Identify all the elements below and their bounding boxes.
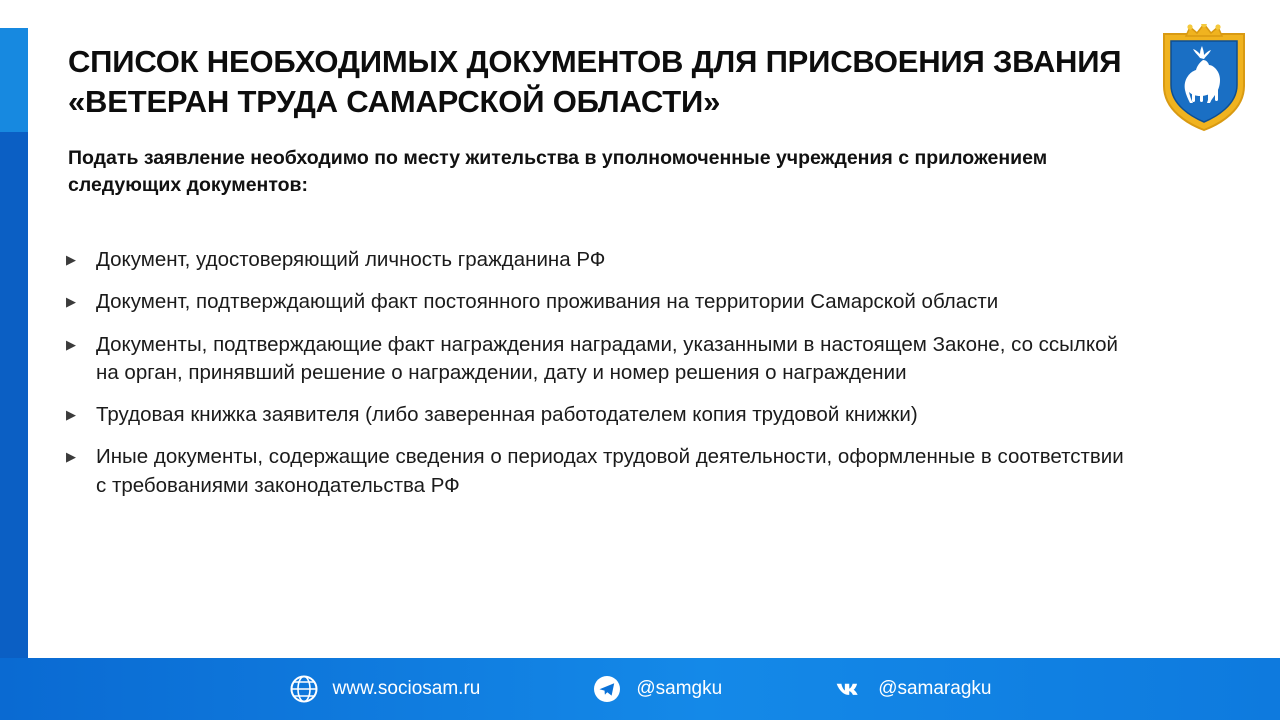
footer-telegram-label: @samgku	[636, 678, 723, 699]
page-title: СПИСОК НЕОБХОДИМЫХ ДОКУМЕНТОВ ДЛЯ ПРИСВОЕНИЯ ЗВАНИЯ «ВЕТЕРАН ТРУДА САМАРСКОЙ ОБЛАСТИ»	[68, 44, 1122, 119]
footer-website-label: www.sociosam.ru	[332, 678, 481, 699]
list-item-text: Документ, подтверждающий факт постоянного проживания на территории Самарской области	[96, 290, 999, 314]
footer-website[interactable]	[289, 674, 481, 704]
footer-bar	[0, 658, 1280, 720]
page-subtitle: Подать заявление необходимо по месту жительства в уполномоченные учреждения с приложением следующих документов:	[68, 147, 1048, 196]
list-item-text: Документ, удостоверяющий личность гражданина РФ	[96, 248, 606, 271]
bullet-icon: ▶	[66, 407, 76, 423]
footer-vk[interactable]	[834, 674, 991, 704]
globe-icon	[289, 674, 319, 704]
left-accent-bar-bottom	[0, 132, 28, 660]
list-item	[66, 246, 1126, 274]
list-item	[66, 331, 1126, 388]
left-accent-bar-top	[0, 28, 28, 132]
documents-list	[66, 246, 1126, 514]
telegram-icon	[592, 674, 622, 704]
coat-of-arms-icon	[1156, 24, 1252, 136]
list-item	[66, 443, 1126, 500]
list-item-text: Документы, подтверждающие факт награждения наградами, указанными в настоящем Законе, со ссылкой на орган, принявший решение о награждении, дату и номер решения о награждении	[96, 332, 1118, 384]
list-item-text: Иные документы, содержащие сведения о периодах трудовой деятельности, оформленные в соответствии с требованиями законодательства РФ	[96, 445, 1124, 497]
footer-vk-label: @samaragku	[878, 678, 992, 699]
list-item	[66, 288, 1126, 316]
list-item-text: Трудовая книжка заявителя (либо заверенная работодателем копия трудовой книжки)	[96, 403, 918, 427]
list-item	[66, 401, 1126, 429]
bullet-icon: ▶	[66, 294, 76, 310]
footer-telegram[interactable]	[592, 674, 722, 704]
bullet-icon: ▶	[66, 449, 76, 465]
bullet-icon: ▶	[66, 252, 76, 267]
vk-icon	[834, 674, 864, 704]
bullet-icon: ▶	[66, 336, 76, 352]
